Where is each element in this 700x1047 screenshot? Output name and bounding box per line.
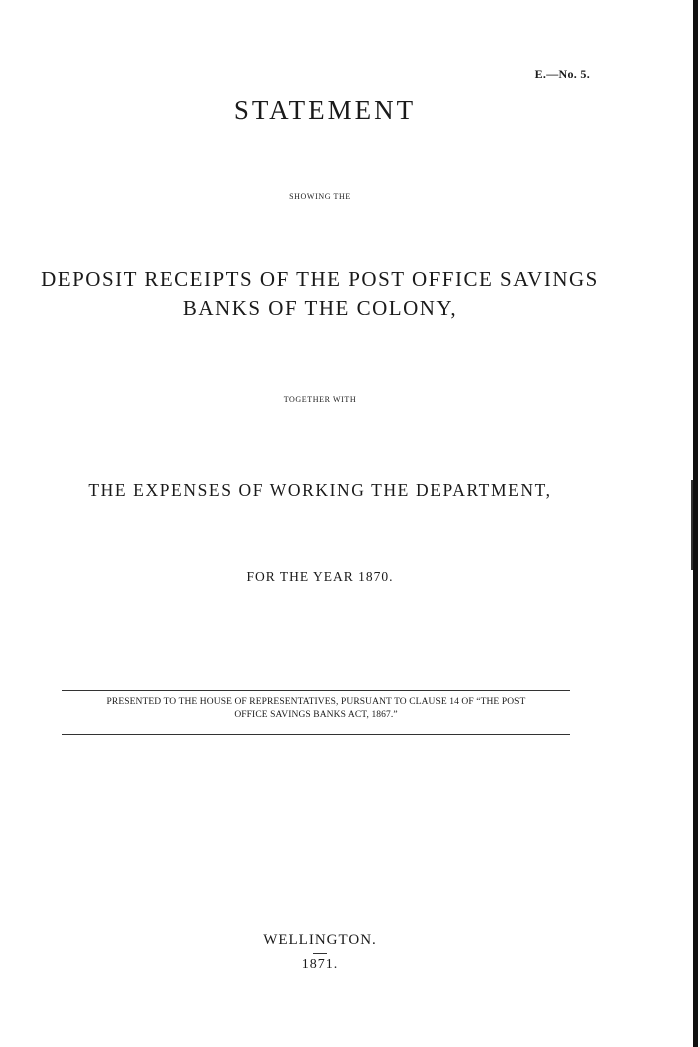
top-rule (62, 690, 570, 691)
showing-the-caption: SHOWING THE (289, 192, 351, 201)
presented-line-2: OFFICE SAVINGS BANKS ACT, 1867.” (234, 710, 398, 720)
binding-mark (691, 480, 693, 570)
imprint-year: 1871. (301, 957, 339, 972)
presented-notice (62, 696, 570, 722)
main-title-line-2: BANKS OF THE COLONY, (182, 296, 458, 320)
bottom-rule (62, 734, 570, 735)
expenses-title: THE EXPENSES OF WORKING THE DEPARTMENT, (88, 480, 552, 500)
document-reference: E.—No. 5. (534, 67, 590, 81)
page-edge-binding (690, 0, 700, 1047)
binding-bar (693, 0, 698, 1047)
main-title-line-1: DEPOSIT RECEIPTS OF THE POST OFFICE SAVINGS (41, 267, 599, 291)
presented-line-1: PRESENTED TO THE HOUSE OF REPRESENTATIVES, PURSUANT TO CLAUSE 14 OF “THE POST (106, 697, 526, 707)
report-year: FOR THE YEAR 1870. (246, 569, 394, 584)
imprint-dash (313, 953, 327, 954)
together-with-caption: TOGETHER WITH (283, 395, 357, 404)
imprint-place: WELLINGTON. (263, 932, 377, 948)
statement-heading: STATEMENT (233, 95, 417, 125)
